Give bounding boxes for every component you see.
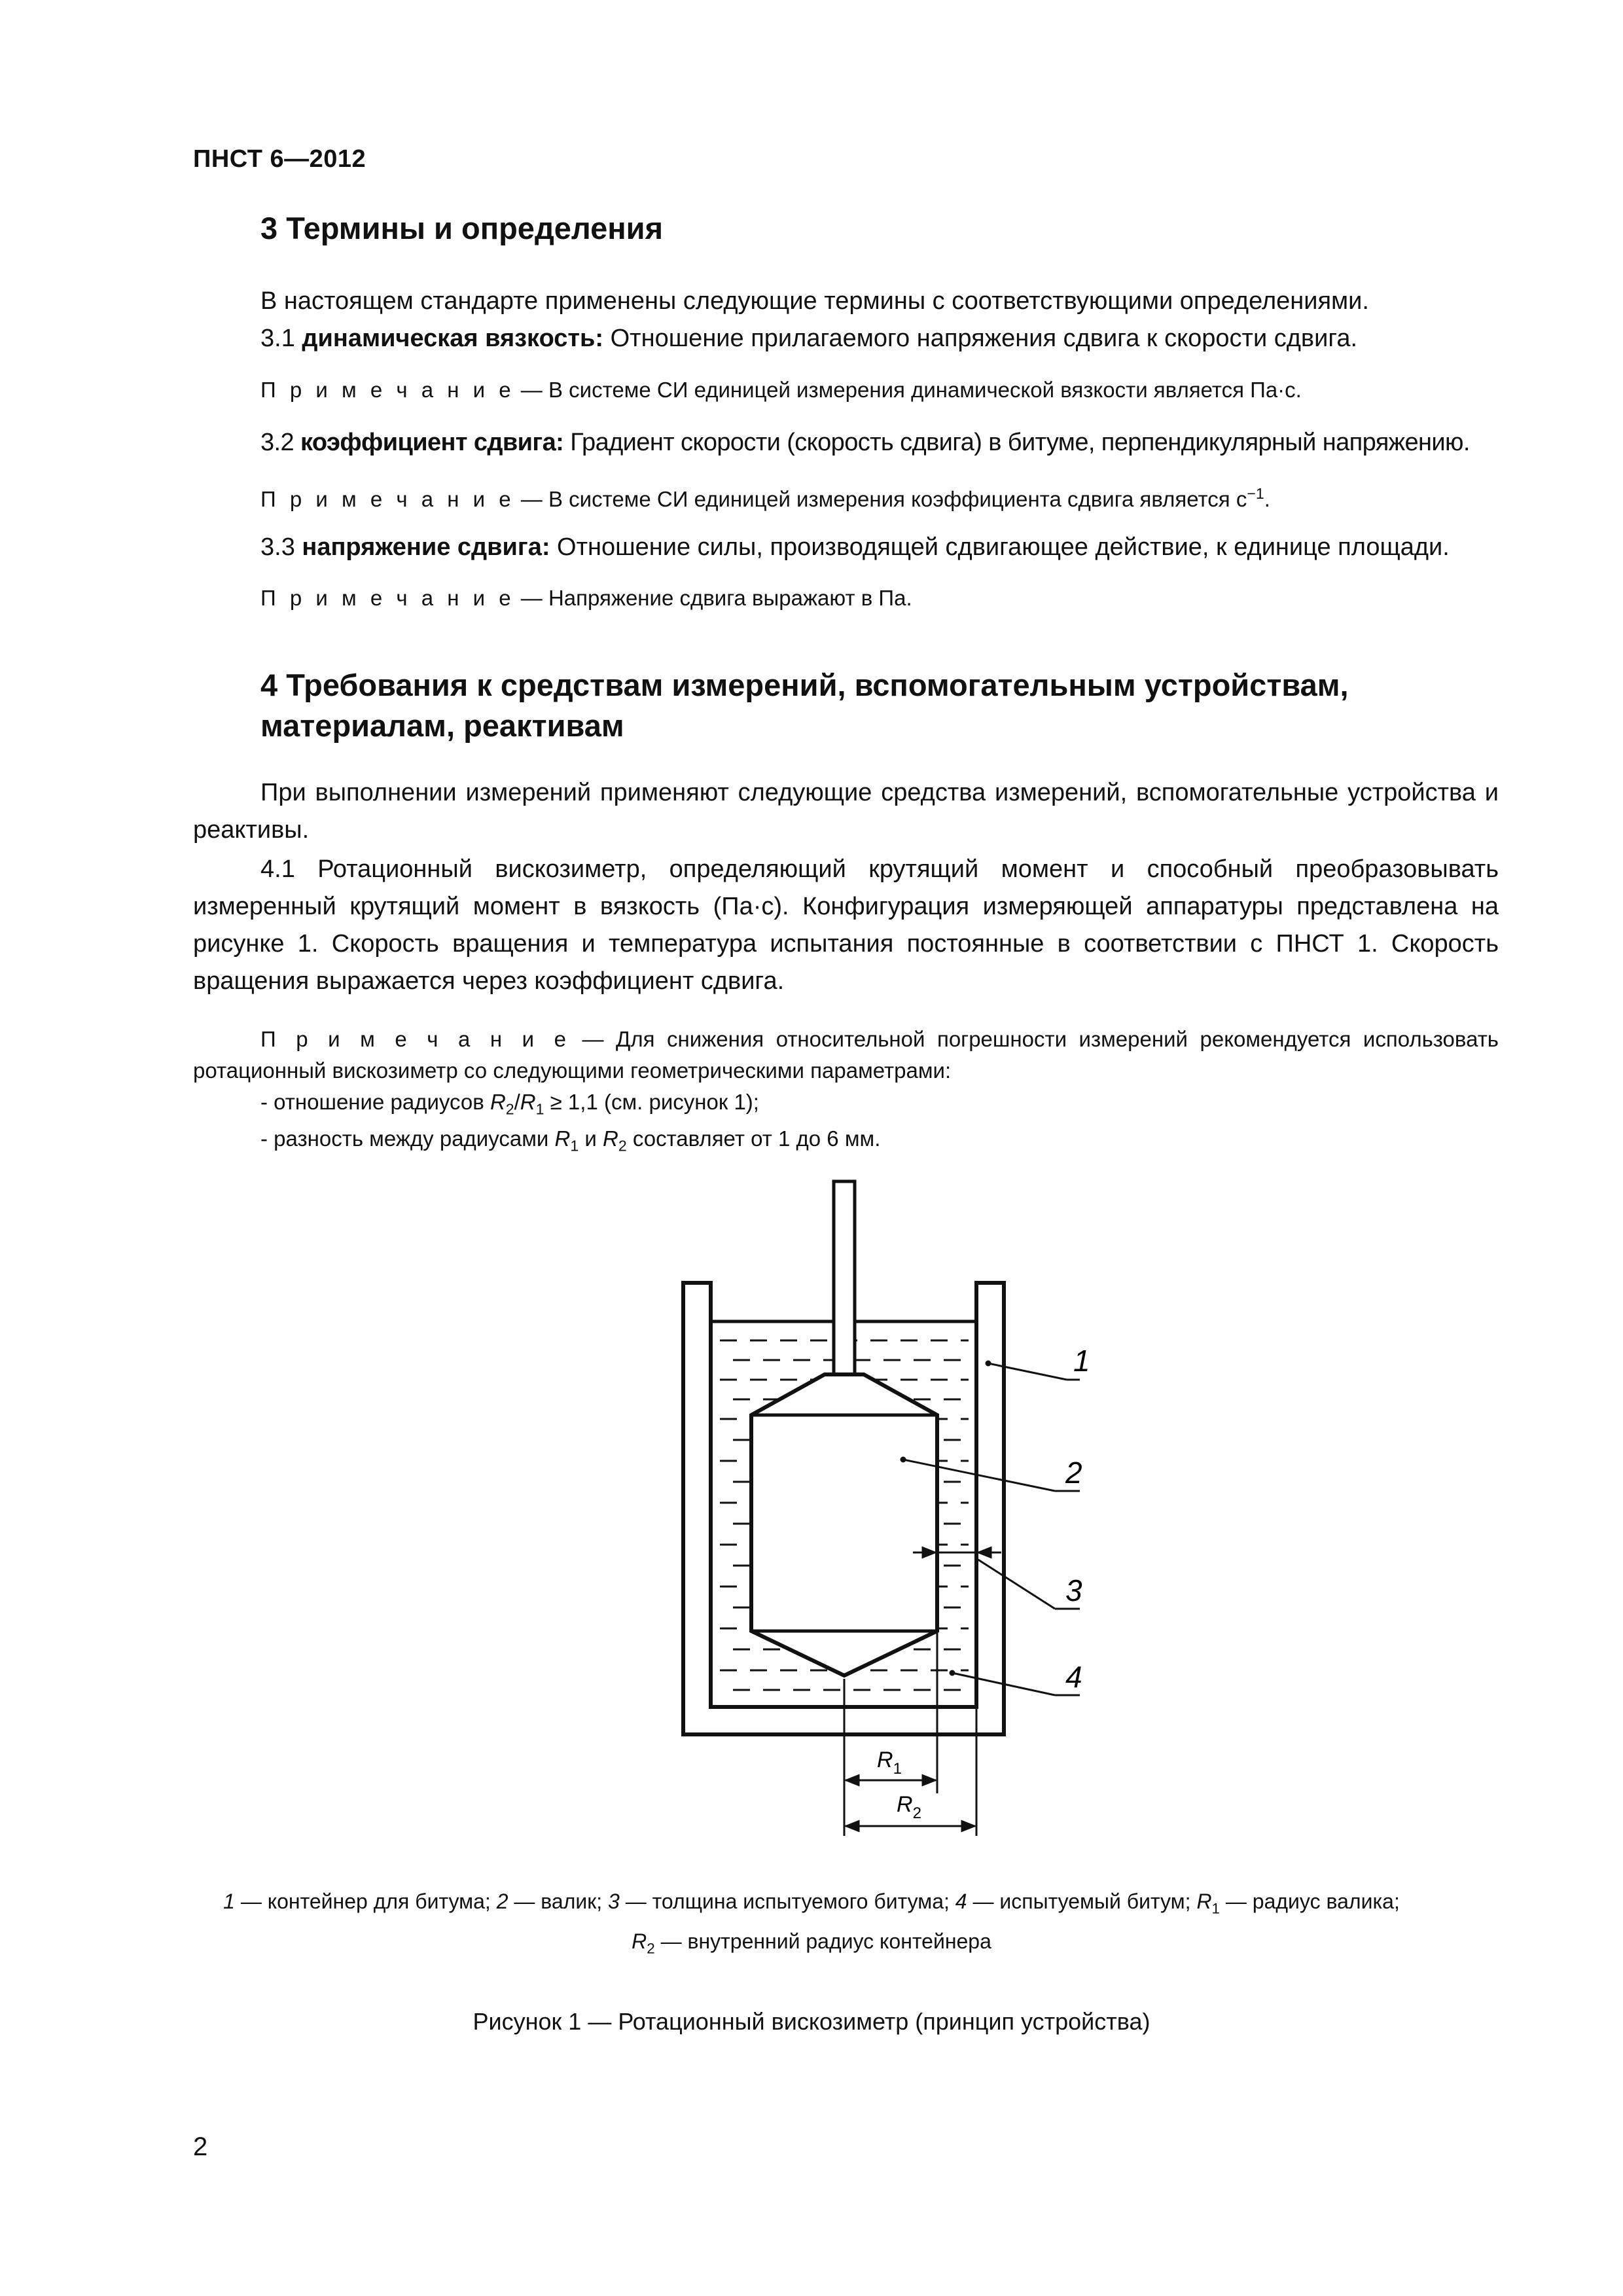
paragraph-4-1: 4.1 Ротационный вискозиметр, определяющий крутящий момент и способный преобразовывать измеренный крутящий момент в вязкость (Па·с). Конфигурация измеряющей аппаратуры представлена на рисунке 1. Скорость вращения и температура испытания постоянные в соответствии с ПНСТ 1. Скорость вращения выражается через коэффициент сдвига. [193, 855, 1499, 995]
figure-legend [183, 1885, 1440, 1965]
bullet-2-text-b: составляет от 1 до 6 мм. [626, 1126, 881, 1151]
document-id-header: ПНСТ 6—2012 [193, 145, 366, 173]
legend-num-3: 3 [608, 1890, 620, 1913]
legend-r1: R [1196, 1890, 1212, 1913]
bullet-2-and: и [579, 1126, 603, 1151]
note-3-2-superscript: −1 [1247, 485, 1264, 502]
term-3-1-term: динамическая вязкость: [302, 325, 604, 352]
term-3-3-term: напряжение сдвига: [302, 533, 550, 561]
term-3-2-term: коэффициент сдвига: [300, 429, 564, 456]
bullet-1-r1: R [520, 1090, 536, 1114]
legend-text-2: — валик; [508, 1890, 609, 1913]
figure-legend-line-1 [183, 1885, 1440, 1925]
legend-num-2: 2 [496, 1890, 508, 1913]
bullet-2-text-a: - разность между радиусами [260, 1126, 555, 1151]
bullet-1-r2-sub: 2 [505, 1100, 514, 1118]
term-3-1-definition: Отношение прилагаемого напряжения сдвига к скорости сдвига. [603, 325, 1358, 352]
bullet-1-text-a: - отношение радиусов [260, 1090, 490, 1114]
legend-r2-sub: 2 [647, 1940, 655, 1957]
note-3-2-label: П р и м е ч а н и е [260, 487, 515, 511]
page-number: 2 [193, 2132, 208, 2161]
section-4-intro: При выполнении измерений применяют следующие средства измерений, вспомогательные устройства и реактивы. [193, 779, 1499, 844]
spindle-shaft [834, 1181, 855, 1374]
section-3-title: 3 Термины и определения [260, 211, 663, 245]
term-3-1-number: 3.1 [260, 325, 302, 352]
r2-dimension-label: $R_2$ [897, 1792, 921, 1822]
legend-text-1: — контейнер для битума; [234, 1890, 497, 1913]
figure-caption: Рисунок 1 — Ротационный вискозиметр (принцип устройства) [473, 2008, 1150, 2035]
legend-r1-sub: 1 [1211, 1900, 1220, 1917]
note-3-2-end: . [1264, 487, 1270, 511]
section-4-title-line-2: материалам, реактивам [260, 708, 624, 743]
bullet-2-r2-sub: 2 [618, 1137, 627, 1155]
r1-dimension-label: $R_1$ [877, 1748, 902, 1778]
legend-text-4: — испытуемый битум; [967, 1890, 1197, 1913]
note-3-1-text: — В системе СИ единицей измерения динамической вязкости является Па·с. [514, 378, 1302, 402]
note-3-1-label: П р и м е ч а н и е [260, 378, 515, 402]
bullet-2-r1: R [554, 1126, 571, 1151]
bullet-2-r2: R [602, 1126, 618, 1151]
note-4-1-label: П р и м е ч а н и е [260, 1027, 570, 1051]
note-3-2-text: — В системе СИ единицей измерения коэффициента сдвига является с [514, 487, 1247, 511]
callout-1: 1 [1073, 1344, 1090, 1378]
callout-2: 2 [1065, 1456, 1082, 1490]
term-3-2-definition: Градиент скорости (скорость сдвига) в битуме, перпендикулярный напряжению. [563, 429, 1470, 456]
note-3-3-text: — Напряжение сдвига выражают в Па. [514, 586, 912, 610]
bullet-1-r1-sub: 1 [535, 1100, 544, 1118]
figure-legend-line-2 [183, 1925, 1440, 1965]
note-4-1-text: — Для снижения относительной погрешности измерений рекомендуется использовать ротационный вискозиметр со следующими геометрическими параметрами: [193, 1027, 1499, 1083]
legend-num-4: 4 [955, 1890, 967, 1913]
section-4-title-line-1: 4 Требования к средствам измерений, вспомогательным устройствам, [260, 668, 1349, 702]
legend-text-5: — радиус валика; [1220, 1890, 1400, 1913]
legend-r2: R [632, 1929, 647, 1954]
bullet-1-text-b: ≥ 1,1 (см. рисунок 1); [544, 1090, 759, 1114]
term-3-3-number: 3.3 [260, 533, 302, 561]
term-3-2-number: 3.2 [260, 429, 300, 456]
note-3-3-label: П р и м е ч а н и е [260, 586, 515, 610]
section-3-intro: В настоящем стандарте применены следующие термины с соответствующими определениями. [260, 287, 1369, 315]
bullet-1-slash: / [514, 1090, 520, 1114]
callout-4: 4 [1065, 1660, 1082, 1694]
callout-3: 3 [1065, 1573, 1082, 1607]
term-3-3-definition: Отношение силы, производящей сдвигающее действие, к единице площади. [550, 533, 1450, 561]
bullet-2-r1-sub: 1 [570, 1137, 579, 1155]
legend-text-3: — толщина испытуемого битума; [619, 1890, 955, 1913]
legend-text-6: — внутренний радиус контейнера [654, 1929, 991, 1954]
legend-num-1: 1 [223, 1890, 235, 1913]
bullet-1-r2: R [490, 1090, 506, 1114]
